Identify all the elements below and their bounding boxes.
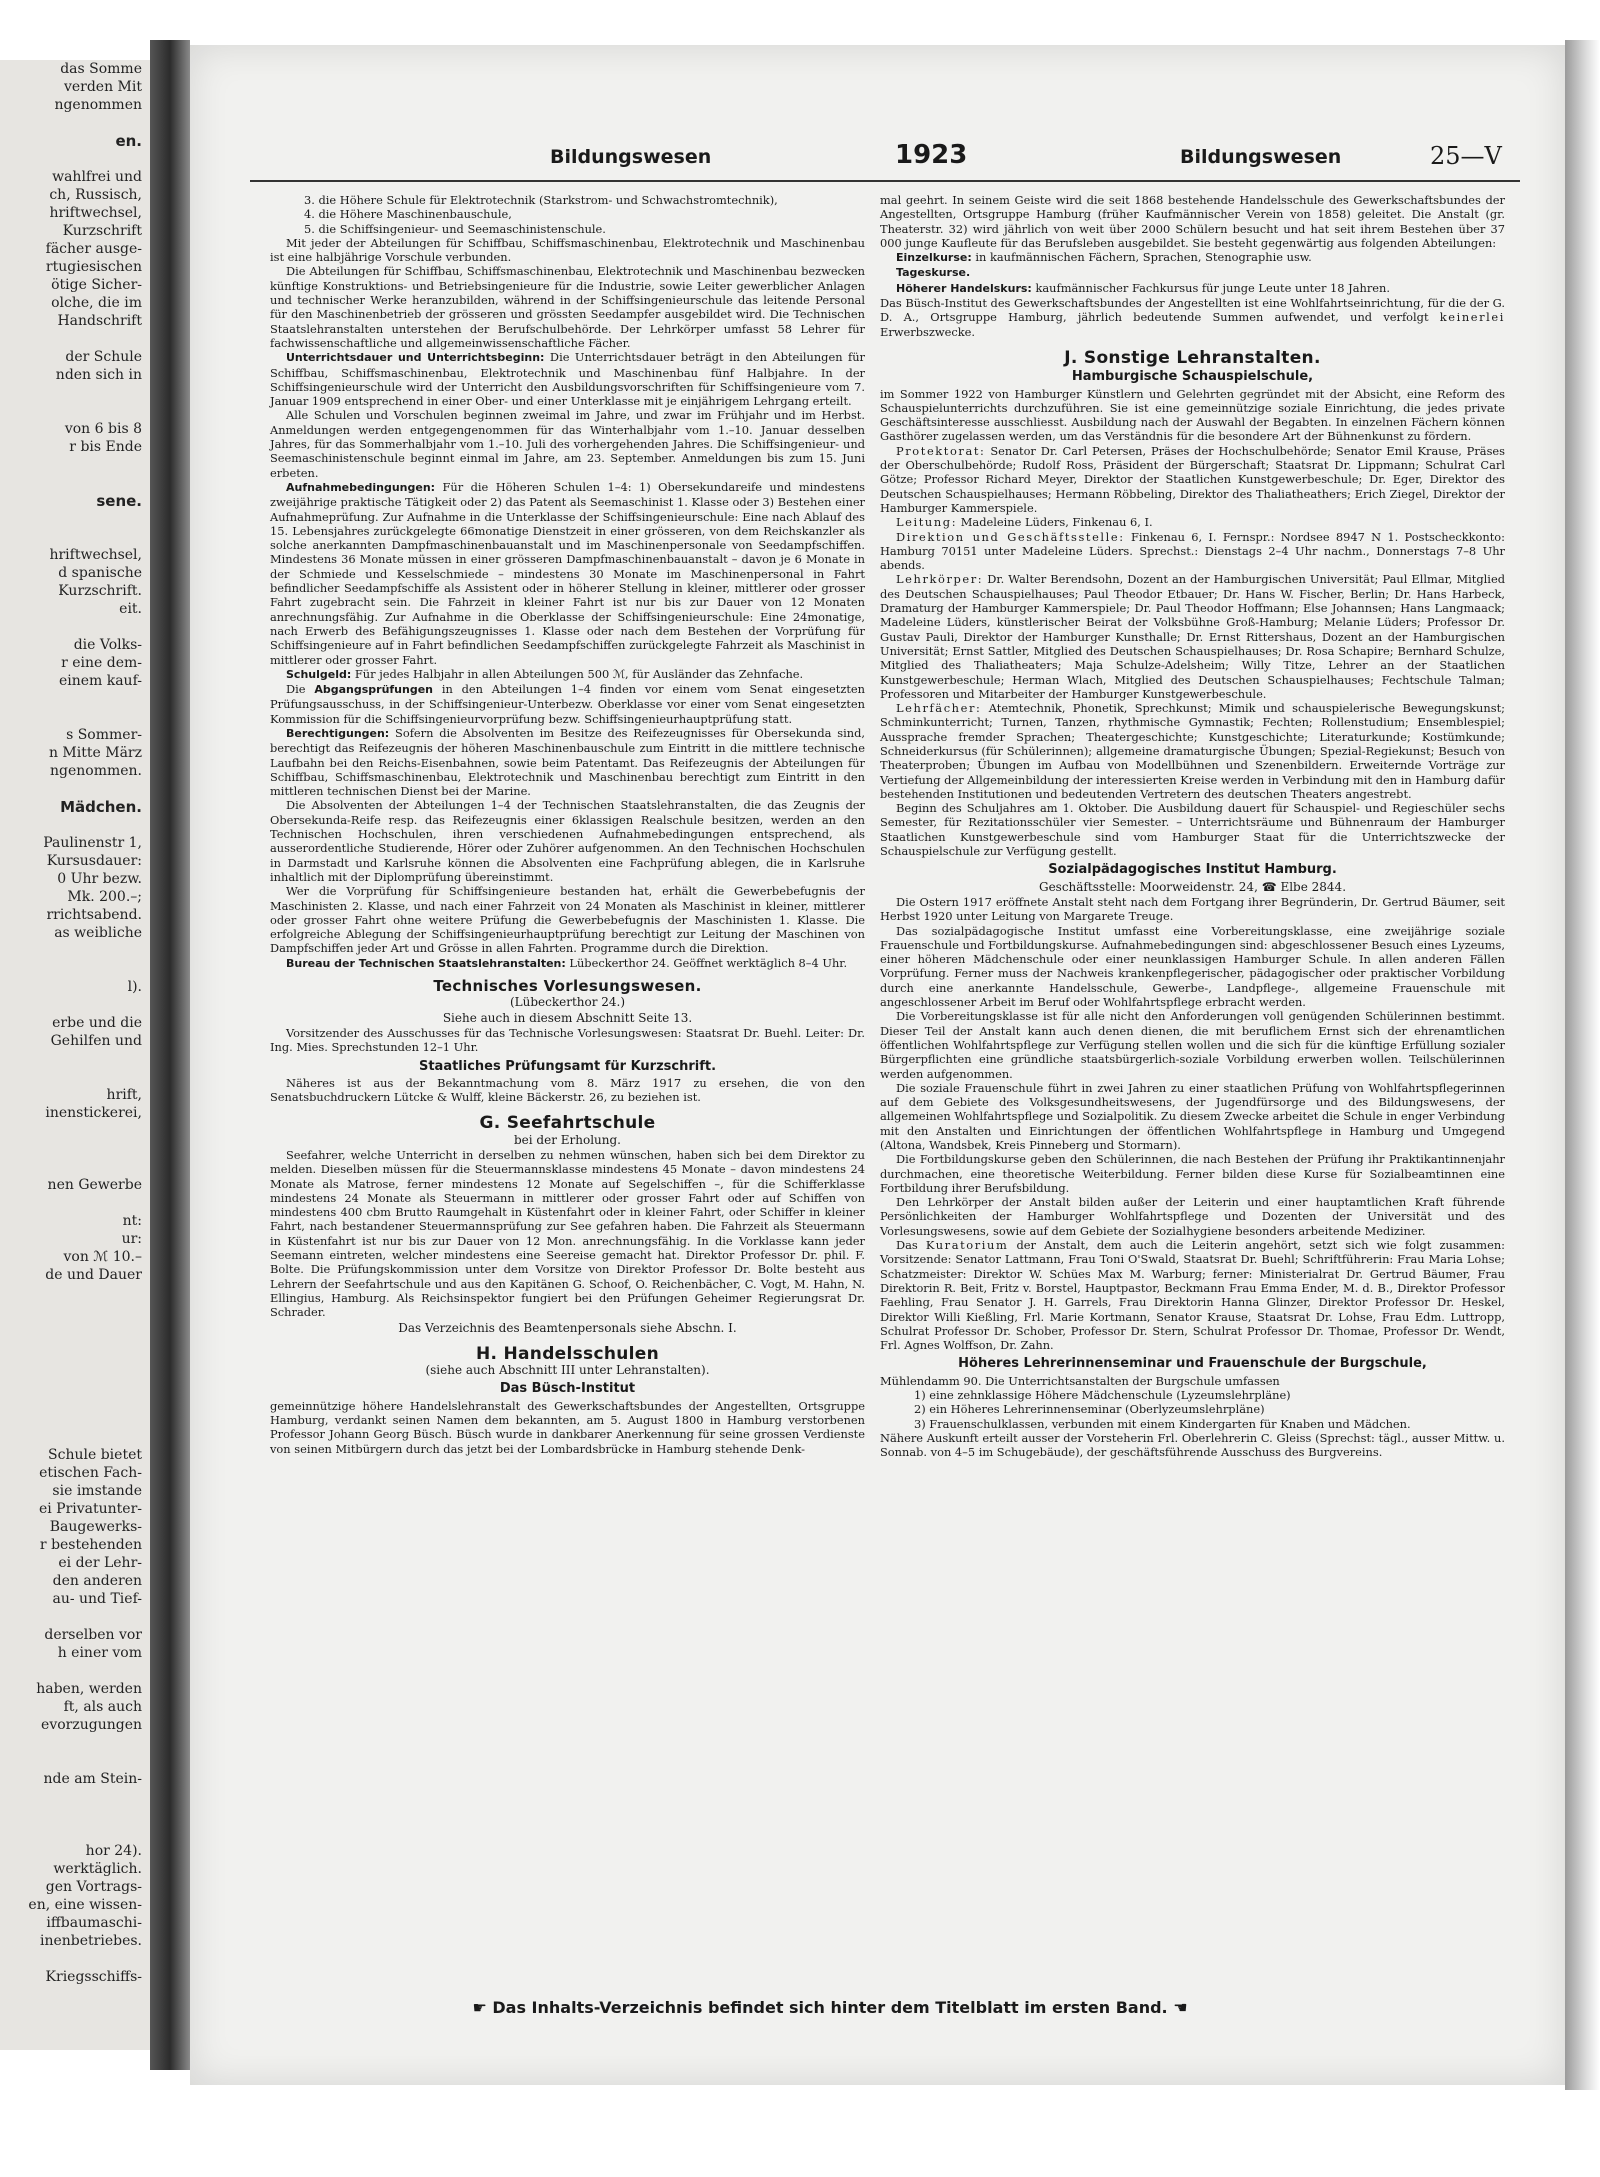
footer-note	[380, 1998, 1280, 2017]
margin-text-fragment: Kursusdauer:	[46, 853, 142, 869]
label: Direktion und Geschäftsstelle:	[896, 529, 1125, 544]
paragraph	[880, 530, 1505, 573]
margin-text-fragment	[0, 528, 150, 546]
footer-text: Das Inhalts-Verzeichnis befindet sich hinter dem Titelblatt im ersten Band.	[492, 1998, 1168, 2017]
list-item: 3) Frauenschulklassen, verbunden mit einem Kindergarten für Knaben und Mädchen.	[914, 1416, 1411, 1431]
margin-text-fragment: inenbetriebes.	[39, 1933, 142, 1949]
section-heading: Das Büsch-Institut	[499, 1381, 636, 1397]
margin-text-fragment	[0, 996, 150, 1014]
paragraph: Die soziale Frauenschule führt in zwei Jahren zu einer staatlichen Prüfung von Wohlfahrtspflegerinnen auf dem Gebiete des Volksgesundheitswesens, der Jugendfürsorge und des Bildungswesens, der allgemeinen Wohlfahrtspflege und Sozialpolitik. Zu diesem Zwecke arbeitet die Schule in enger Verbindung mit den Anstalten und Einrichtungen der öffentlichen Wohlfahrtspflege in Hamburg und Umgegend (Altona, Wandsbek, Kreis Pinneberg und Stormarn).	[880, 1080, 1505, 1152]
book-gutter	[150, 40, 190, 2070]
paragraph	[880, 265, 1505, 280]
paragraph: Mit jeder der Abteilungen für Schiffbau, Schiffsmaschinenbau, Elektrotechnik und Maschinenbau ist eine halbjährige Vorschule verbunden.	[270, 235, 865, 265]
margin-text-fragment: nden sich in	[55, 367, 142, 383]
cross-reference: Das Verzeichnis des Beamtenpersonals siehe Abschn. I.	[398, 1320, 737, 1335]
text: Senator Dr. Carl Petersen, Präses der Hochschulbehörde; Senator Emil Krause, Präses der Oberschulbehörde; Rudolf Ross, Präsident der Bürgerschaft; Staatsrat Dr. Lippmann; Schulrat Carl Götze; Professor Richard Meyer, Direktor der Staatlichen Kunstgewerbeschule; Dr. Eger, Direktor des Deutschen Schauspielhauses; Hermann Röbbeling, Direktor des Thaliatheathers; Erich Ziegel, Direktor der Hamburger Kammerspiele.	[880, 443, 1505, 515]
margin-text-fragment	[0, 474, 150, 492]
section-heading: J. Sonstige Lehranstalten.	[1064, 347, 1321, 368]
label: Protektorat:	[896, 443, 986, 458]
label: Höherer Handelskurs:	[896, 281, 1032, 295]
paragraph: Mühlendamm 90. Die Unterrichtsanstalten der Burgschule umfassen	[880, 1373, 1280, 1388]
margin-text-fragment: hriftwechsel,	[49, 205, 142, 221]
margin-text-fragment: d spanische	[58, 565, 142, 581]
margin-text-fragment: gen Vortrags-	[45, 1879, 142, 1895]
paragraph: Nähere Auskunft erteilt ausser der Vorsteherin Frl. Oberlehrerin C. Gleiss (Sprechst: tägl., ausser Mittw. u. Sonnab. von 4–5 im Schugebäude), der geschäftsführende Ausschuss des Burgvereins.	[880, 1430, 1505, 1460]
margin-text-fragment: ngenommen.	[49, 763, 142, 779]
margin-text-fragment	[0, 1752, 150, 1770]
margin-text-fragment	[0, 1608, 150, 1626]
section-heading: Hamburgische Schauspielschule,	[1071, 369, 1314, 385]
cross-reference: Siehe auch in diesem Abschnitt Seite 13.	[442, 1010, 693, 1025]
list-item: 4. die Höhere Maschinenbauschule,	[304, 207, 512, 222]
margin-text-fragment: Kurzschrift	[62, 223, 142, 239]
margin-text-fragment: derselben vor	[44, 1627, 142, 1643]
margin-text-fragment: Mk. 200.–;	[67, 889, 142, 905]
margin-text-fragment	[0, 330, 150, 348]
margin-text-fragment: iffbaumaschi-	[46, 1915, 142, 1931]
paragraph: Das sozialpädagogische Institut umfasst eine Vorbereitungsklasse, eine zweijährige soziale Frauenschule und Fortbildungskurse. Aufnahmebedingungen sind: abgeschlossener Besuch eines Lyzeums, einer höheren Mädchenschule oder einer neunklassigen Hamburger Schule. In allen anderen Fällen Vorprüfung. Ferner muss der Nachweis krankenpflegerischer, pädagogischer oder praktischer Vorbildung durch eine anerkannte Handelsschule, Gewerbe-, Landpflege-, allgemeine Frauenschule mit angeschlossener Arbeit im Beruf oder Wohlfahrtspflege erbracht werden.	[880, 923, 1505, 1010]
margin-text-fragment: ötige Sicher-	[51, 277, 142, 293]
list-item: 3. die Höhere Schule für Elektrotechnik (Starkstrom- und Schwachstromtechnik),	[304, 193, 778, 207]
margin-text-fragment	[0, 690, 150, 708]
page-edge	[1565, 40, 1600, 2090]
margin-text-fragment	[0, 1050, 150, 1068]
margin-text-fragment: Paulinenstr 1,	[43, 835, 142, 851]
margin-text-fragment: olche, die im	[51, 295, 142, 311]
margin-text-fragment: ft, als auch	[63, 1699, 142, 1715]
header-right-title: Bildungswesen	[1180, 146, 1342, 168]
label: Lehrkörper:	[896, 572, 984, 587]
text: Lübeckerthor 24. Geöffnet werktäglich 8–4 Uhr.	[565, 955, 848, 970]
margin-text-fragment	[0, 1374, 150, 1392]
margin-text-fragment	[0, 816, 150, 834]
margin-text-fragment: h einer vom	[57, 1645, 142, 1661]
paragraph	[880, 1238, 1505, 1352]
margin-text-fragment: au- und Tief-	[52, 1591, 142, 1607]
text: in kaufmännischen Fächern, Sprachen, Stenographie usw.	[971, 250, 1312, 265]
text: in den Abteilungen 1–4 finden vor einem vom Senat eingesetzten Prüfungsausschuss, in der Schiffsingenieur-Unterbezw. Oberklasse vor einer vom Senat eingesetzten Kommission für die Schiffsingenieurvorprüfung bezw. Schiffsingenieurhauptprüfung statt.	[270, 682, 865, 726]
paragraph: Die Absolventen der Abteilungen 1–4 der Technischen Staatslehranstalten, die das Zeugnis der Obersekunda-Reife resp. das Reifezeugnis einer 6klassigen Realschule besitzen, werden an den Technischen Hochschulen, ihren verschiedenen Aufnahmebedingungen entsprechend, als ausserordentliche Studierende, Hörer oder Zuhörer aufgenommen. An den Technischen Hochschulen in Darmstadt und Karlsruhe können die Absolventen eine Fachprüfung ablegen, die in Karlsruhe inhaltlich mit der Diplomprüfung übereinstimmt.	[270, 798, 865, 884]
margin-text-fragment: ei der Lehr-	[58, 1555, 142, 1571]
paragraph: gemeinnützige höhere Handelslehranstalt des Gewerkschaftsbundes der Angestellten, Ortsgruppe Hamburg, verdankt seinen Namen dem bekannten, am 5. August 1800 in Hamburg verstorbenen Professor Johann Georg Büsch. Büsch wurde in dankbarer Anerkennung für seine grossen Verdienste von seinen Mitbürgern durch das jetzt bei der Lombardsbrücke in Hamburg stehende Denk-	[270, 1398, 865, 1456]
margin-text-fragment	[0, 780, 150, 798]
paragraph	[880, 281, 1505, 296]
margin-text-fragment: eit.	[119, 601, 142, 617]
margin-text-fragment: werktäglich.	[53, 1861, 142, 1877]
margin-text-fragment	[0, 618, 150, 636]
text: Madeleine Lüders, Finkenau 6, I.	[957, 515, 1153, 530]
margin-text-fragment	[0, 510, 150, 528]
margin-text-fragment: fächer ausge-	[45, 241, 142, 257]
margin-text-fragment: wahlfrei und	[52, 169, 142, 185]
list-item: 2) ein Höheres Lehrerinnenseminar (Oberlyzeumslehrpläne)	[914, 1402, 1265, 1417]
margin-text-fragment: das Somme	[60, 61, 142, 77]
margin-text-fragment	[0, 1320, 150, 1338]
left-page-fragment	[0, 60, 150, 2050]
margin-text-fragment	[0, 1824, 150, 1842]
header-year: 1923	[895, 140, 968, 170]
margin-text-fragment: etischen Fach-	[39, 1465, 142, 1481]
label: Aufnahmebedingungen:	[286, 480, 436, 494]
margin-text-fragment: Kriegsschiffs-	[45, 1969, 142, 1985]
margin-text-fragment: der Schule	[65, 349, 142, 365]
paragraph	[270, 956, 865, 971]
section-heading: Staatliches Prüfungsamt für Kurzschrift.	[418, 1058, 717, 1074]
margin-text-fragment: rtugiesischen	[45, 259, 142, 275]
margin-text-fragment: die Volks-	[73, 637, 142, 653]
page-number: 25—V	[1430, 142, 1502, 170]
margin-text-fragment	[0, 1122, 150, 1140]
paragraph: Die Fortbildungskurse geben den Schülerinnen, die nach Bestehen der Prüfung ihr Praktikantinnenjahr durchmachen, eine theoretische Weiterbildung. Ferner bilden diese Kurse für Sozialbeamtinnen eine Fortbildung ihrer Berufsbildung.	[880, 1152, 1505, 1195]
section-heading: Sozialpädagogisches Institut Hamburg.	[1048, 862, 1337, 878]
margin-text-fragment: as weibliche	[54, 925, 142, 941]
margin-text-fragment	[0, 402, 150, 420]
paragraph: im Sommer 1922 von Hamburger Künstlern und Gelehrten gegründet mit der Absicht, eine Reform des Schauspielunterrichts durchzuführen. Sie ist eine gemeinnützige soziale Einrichtung, die jedes private Geschäftsinteresse ausschliesst. Ausbildung nach der Auswahl der Begabten. In einzelnen Fächern können Gasthörer zugelassen werden, um das Verständnis für die besondere Art der Bühnenkunst zu fördern.	[880, 386, 1505, 444]
margin-text-fragment	[0, 1284, 150, 1302]
margin-text-fragment: n Mitte März	[48, 745, 142, 761]
label: Schulgeld:	[286, 667, 352, 681]
margin-text-fragment: Kurzschrift.	[58, 583, 142, 599]
left-column	[270, 193, 865, 1456]
text: Dr. Walter Berendsohn, Dozent an der Hamburgischen Universität; Paul Ellmar, Mitglied des Deutschen Schauspielhauses; Paul Theodor Etbauer; Dr. Hans W. Fischer, Berlin; Dr. Hans Harbeck, Dramaturg der Hamburger Kammerspiele; Dr. Paul Theodor Hoffmann; Else Johannsen; Hans Langmaack; Madeleine Lüders, künstlerischer Beirat der Volksbühne Groß-Hamburg; Melanie Lüders; Professor Dr. Gustav Pauli, Direktor der Hamburger Kunsthalle; Dr. Ernst Rittershaus, Dozent an der Hamburgischen Universität; Ernst Sattler, Mitglied des Deutschen Schauspielhauses; Dr. Rosa Schapire; Bernhard Schulze, Mitglied des Thaliatheaters; Maja Schulze-Adelsheim; Willy Titze, Lehrer an der Staatlichen Kunstgewerbeschule; Herman Wlach, Mitglied des Deutschen Schauspielhauses; Fechtschule Talman; Professoren und Mitarbeiter der Hamburger Kunstgewerbeschule.	[880, 572, 1505, 701]
margin-text-fragment	[0, 150, 150, 168]
page-header	[250, 140, 1520, 182]
paragraph	[270, 726, 865, 798]
margin-text-fragment	[0, 1392, 150, 1410]
text: Atemtechnik, Phonetik, Sprechkunst; Mimik und schauspielerische Bewegungskunst; Schminkunterricht; Turnen, Tanzen, rhythmische Gymnastik; Fechten; Rollenstudium; Ensemblespiel; Aussprache fremder Sprachen; Theatergeschichte; Kunstgeschichte; Literaturkunde; Kostümkunde; Schneiderkursus (für Schülerinnen); allgemeine dramaturgische Übungen; Spezial-Regiekunst; Besuch von Theaterproben; Übungen im Aufbau von Modellbühnen und Szenenbildern. Erweiternde Vorträge zur Vertiefung der Allgemeinbildung der interessierten Kreise werden in Verbindung mit den in Hamburg dafür bestehenden Institutionen und bedeutenden Vertretern des deutschen Theaters angestrebt.	[880, 701, 1505, 801]
header-left-title: Bildungswesen	[550, 146, 712, 168]
paragraph	[270, 480, 865, 667]
paragraph	[880, 296, 1505, 339]
margin-text-fragment	[0, 1788, 150, 1806]
margin-text-fragment: hrift,	[106, 1087, 142, 1103]
margin-text-fragment	[0, 1302, 150, 1320]
address-line: Geschäftsstelle: Moorweidenstr. 24, ☎ Elbe 2844.	[1038, 879, 1347, 894]
margin-text-fragment: Mädchen.	[60, 798, 142, 816]
text: Das	[896, 1238, 926, 1253]
margin-text-fragment: nt:	[122, 1213, 142, 1229]
margin-text-fragment	[0, 1356, 150, 1374]
section-heading: Technisches Vorlesungswesen.	[433, 977, 702, 996]
margin-text-fragment	[0, 1338, 150, 1356]
paragraph: Vorsitzender des Ausschusses für das Technische Vorlesungswesen: Staatsrat Dr. Buehl. Leiter: Dr. Ing. Mies. Sprechstunden 12–1 Uhr.	[270, 1025, 865, 1055]
margin-text-fragment: 0 Uhr bezw.	[57, 871, 142, 887]
margin-text-fragment: ur:	[121, 1231, 142, 1247]
paragraph: Beginn des Schuljahres am 1. Oktober. Die Ausbildung dauert für Schauspiel- und Regieschüler sechs Semester, für Rezitationsschüler vier Semester. – Unterrichtsräume und Bühnenraum der Hamburger Staatlichen Kunstgewerbeschule sind vom Hamburger Staat für die Unterrichtszwecke der Schauspielschule zur Verfügung gestellt.	[880, 801, 1505, 859]
main-page	[190, 45, 1565, 2085]
section-heading: G. Seefahrtschule	[479, 1113, 656, 1134]
label: Abgangsprüfungen	[314, 683, 434, 697]
margin-text-fragment	[0, 960, 150, 978]
paragraph	[880, 250, 1505, 265]
margin-text-fragment: Handschrift	[57, 313, 142, 329]
margin-text-fragment: verden Mit	[63, 79, 142, 95]
text: Erwerbszwecke.	[880, 324, 975, 339]
margin-text-fragment	[0, 1410, 150, 1428]
margin-text-fragment: ei Privatunter-	[38, 1501, 142, 1517]
margin-text-fragment: sie imstande	[52, 1483, 142, 1499]
text: der Anstalt, dem auch die Leiterin angehört, setzt sich wie folgt zusammen: Vorsitzende: Senator Lattmann, Frau Toni O'Swald, Staatsrat Dr. Buehl; Schriftführerin: Frau Maria Lohse; Schatzmeister: Direktor W. Schües Max M. Warburg; ferner: Ministerialrat Dr. Gertrud Bäumer, Frau Direktorin R. Beit, Fritz v. Borstel, Hauptpastor, Beckmann Frau Emma Ender, M. d. B., Direktor Professor Faehling, Frau Senator J. H. Garrels, Frau Direktorin Hanna Glinzer, Direktor Professor Dr. Heskel, Direktor Willi Kießling, Frl. Marie Kortmann, Senator Krause, Staatsrat Dr. Lohse, Frau Edm. Luttropp, Schulrat Professor Dr. Schober, Professor Dr. Stern, Schulrat Professor Dr. Thomae, Professor Dr. Wendt, Frl. Agnes Wolffson, Dr. Zahn.	[880, 1238, 1505, 1353]
margin-text-fragment: Gehilfen und	[50, 1033, 142, 1049]
margin-text-fragment	[0, 708, 150, 726]
emphasis: keinerlei	[1439, 310, 1505, 325]
margin-text-fragment	[0, 1158, 150, 1176]
paragraph: Alle Schulen und Vorschulen beginnen zweimal im Jahre, und zwar im Frühjahr und im Herbst. Anmeldungen werden entgegengenommen für das Winterhalbjahr vom 1.–10. Januar desselben Jahres, für das Sommerhalbjahr vom 1.–10. Juli des vorhergehenden Jahres. Die Schiffsingenieur- und Seemaschinistenschule beginnt einmal im Jahre, am 23. September. Anmeldungen bis zum 15. Juni erbeten.	[270, 408, 865, 480]
margin-text-fragment: von 6 bis 8	[64, 421, 142, 437]
margin-text-fragment: einem kauf-	[58, 673, 142, 689]
margin-text-fragment: r eine dem-	[61, 655, 142, 671]
text: Die	[286, 682, 315, 697]
section-heading: H. Handelsschulen	[475, 1343, 659, 1364]
margin-text-fragment: evorzugungen	[41, 1717, 142, 1733]
paragraph	[270, 682, 865, 726]
margin-text-fragment: ch, Russisch,	[49, 187, 142, 203]
margin-text-fragment	[0, 1428, 150, 1446]
margin-text-fragment: en.	[115, 132, 142, 150]
list-item: 5. die Schiffsingenieur- und Seemaschinistenschule.	[304, 221, 606, 236]
margin-text-fragment	[0, 942, 150, 960]
paragraph: Wer die Vorprüfung für Schiffsingenieure bestanden hat, erhält die Gewerbebefugnis der Maschinisten 2. Klasse, und nach einer Fahrzeit von 24 Monaten als Maschinist in kleiner, mittlerer oder grosser Fahrt ohne weitere Prüfung die Gewerbebefugnis der Maschinisten 1. Klasse. Die erfolgreiche Ablegung der Schiffsingenieurhauptprüfung berechtigt zur Leitung der Maschinen von Dampfschiffen jeder Art und Grösse in allen Fahrten. Programme durch die Direktion.	[270, 884, 865, 956]
margin-text-fragment: hor 24).	[85, 1843, 142, 1859]
margin-text-fragment	[0, 114, 150, 132]
margin-text-fragment: von ℳ 10.–	[63, 1249, 142, 1265]
label: Leitung:	[896, 515, 958, 530]
text: Für jedes Halbjahr in allen Abteilungen 500 ℳ, für Ausländer das Zehnfache.	[351, 666, 804, 681]
section-heading: Höheres Lehrerinnenseminar und Frauenschule der Burgschule,	[958, 1356, 1427, 1372]
paragraph	[270, 350, 865, 408]
section-subheading: (Lübeckerthor 24.)	[509, 995, 626, 1010]
margin-text-fragment: r bestehenden	[39, 1537, 142, 1553]
margin-text-fragment	[0, 384, 150, 402]
label: Berechtigungen:	[286, 726, 390, 740]
margin-text-fragment	[0, 1068, 150, 1086]
paragraph: Die Vorbereitungsklasse ist für alle nicht den Anforderungen voll genügenden Schülerinnen bestimmt. Dieser Teil der Anstalt kann auch denen dienen, die mit beruflichem Ernst sich der ehrenamtlichen öffentlichen Wohlfahrtspflege zur Verfügung stellen wollen und die sich für die künftige Erfüllung sozialer Bürgerpflichten eine gründliche staatsbürgerlich-soziale Vorbildung erwerben wollen. Teilschülerinnen werden aufgenommen.	[880, 1009, 1505, 1081]
margin-text-fragment: nde am Stein-	[43, 1771, 142, 1787]
label: Bureau der Technischen Staatslehranstalten:	[286, 956, 566, 970]
label: Unterrichtsdauer und Unterrichtsbeginn:	[286, 351, 545, 365]
paragraph: Seefahrer, welche Unterricht in derselben zu nehmen wünschen, haben sich bei dem Direktor zu melden. Dieselben müssen für die Steuermannsklasse mindestens 45 Monate – davon mindestens 24 Monate als Matrose, ferner mindestens 12 Monate auf Segelschiffen –, für die Schifferklasse mindestens 24 Monate als Steuermann in mittlerer oder grosser Fahrt oder auf Schiffen von mindestens 400 cbm Brutto Raumgehalt in Küstenfahrt oder in kleiner Fahrt, oder Schiffer in kleiner Fahrt, nach bestandener Steuermannsprüfung zur See gefahren haben. Die Fahrzeit als Steuermann in Küstenfahrt ist nur bis zur Dauer von 12 Mon. anrechnungsfähig. In die Vorklasse kann jeder Seemann eintreten, welcher mindestens eine Seereise gemacht hat. Direktor Professor Dr. phil. F. Bolte. Die Prüfungskommission unter dem Vorsitze von Direktor Professor Dr. Bolte besteht aus Lehrern der Seefahrtschule und aus den Kapitänen G. Schoof, O. Reichenbächer, C. Vogt, M. Hahn, N. Ellingius, Hamburg. Als Reichsinspektor fungiert bei den Prüfungen Geheimer Regierungsrat Dr. Schrader.	[270, 1148, 865, 1320]
margin-text-fragment: rrichtsabend.	[46, 907, 142, 923]
margin-text-fragment: erbe und die	[52, 1015, 142, 1031]
list-item: 1) eine zehnklassige Höhere Mädchenschule (Lyzeumslehrpläne)	[914, 1388, 1291, 1403]
margin-text-fragment: inenstickerei,	[45, 1105, 142, 1121]
margin-text-fragment: nen Gewerbe	[47, 1177, 142, 1193]
paragraph	[880, 515, 1505, 529]
label: Tageskurse.	[896, 266, 971, 280]
paragraph: mal geehrt. In seinem Geiste wird die seit 1868 bestehende Handelsschule des Gewerkschaftsbundes der Angestellten, Ortsgruppe Hamburg (früher Kaufmännischer Verein von 1858) geleitet. Die Anstalt (gr. Theaterstr. 32) wird jährlich von weit über 2000 Schülern besucht und hat seit ihrem Bestehen über 37 000 junge Kaufleute für das Berufsleben ausgebildet. Sie besteht gegenwärtig aus folgenden Abteilungen:	[880, 193, 1505, 250]
margin-text-fragment: s Sommer-	[66, 727, 142, 743]
section-subheading: bei der Erholung.	[513, 1132, 621, 1147]
margin-text-fragment	[0, 1734, 150, 1752]
paragraph: Die Ostern 1917 eröffnete Anstalt steht nach dem Fortgang ihrer Begründerin, Dr. Gertrud Bäumer, seit Herbst 1920 unter Leitung von Margarete Treuge.	[880, 894, 1505, 924]
text: kaufmännischer Fachkursus für junge Leute unter 18 Jahren.	[1031, 280, 1390, 295]
label: Lehrfächer:	[896, 701, 982, 716]
margin-text-fragment: de und Dauer	[45, 1267, 142, 1283]
margin-text-fragment: sene.	[96, 492, 142, 510]
label: Kuratorium	[925, 1238, 1009, 1253]
paragraph	[880, 701, 1505, 801]
margin-text-fragment: den anderen	[52, 1573, 142, 1589]
margin-text-fragment	[0, 1194, 150, 1212]
label: Einzelkurse:	[896, 251, 972, 265]
section-subheading: (siehe auch Abschnitt III unter Lehranstalten).	[425, 1363, 710, 1378]
margin-text-fragment: ngenommen	[54, 97, 142, 113]
margin-text-fragment: Schule bietet	[48, 1447, 142, 1463]
pointing-hand-left-icon: ☚	[1173, 1998, 1188, 2017]
paragraph	[880, 572, 1505, 701]
paragraph: Den Lehrkörper der Anstalt bilden außer der Leiterin und einer hauptamtlichen Kraft führende Persönlichkeiten der Hamburger Wohlfahrtspflege und Dozenten der Universität und des Vorlesungswesens, sowie auf dem Gebiete der Sozialhygiene besonders arbeitende Mediziner.	[880, 1195, 1505, 1238]
text: Das Büsch-Institut des Gewerkschaftsbundes der Angestellten ist eine Wohlfahrtseinrichtung, für die der G. D. A., Ortsgruppe Hamburg, jährlich bedeutende Summen aufwendet, und verfolgt	[880, 296, 1505, 325]
paragraph: Näheres ist aus der Bekanntmachung vom 8. März 1917 zu ersehen, die von den Senatsbuchdruckern Lütcke & Wulff, kleine Bäckerstr. 26, zu beziehen ist.	[270, 1075, 865, 1105]
text: Finkenau 6, I. Fernspr.: Nordsee 8947 N 1. Postscheckkonto: Hamburg 70151 unter Madeleine Lüders. Sprechst.: Dienstags 2–4 Uhr nachm., Donnerstags 7–8 Uhr abends.	[880, 529, 1505, 573]
margin-text-fragment: hriftwechsel,	[49, 547, 142, 563]
paragraph	[880, 444, 1505, 515]
margin-text-fragment	[0, 1140, 150, 1158]
text: Sofern die Absolventen im Besitze des Reifezeugnisses für Obersekunda sind, berechtigt das Reifezeugnis der höheren Maschinenbauschule zum Eintritt in die mittlere technische Laufbahn bei den Reichs-Eisenbahnen, sowie beim Patentamt. Das Reifezeugnis der Abteilungen für Schiffbau, Schiffsmaschinenbau, Elektrotechnik und Maschinenbau berechtigt zum Eintritt in den mittleren technischen Dienst bei der Marine.	[270, 725, 865, 799]
margin-text-fragment	[0, 1662, 150, 1680]
margin-text-fragment	[0, 1950, 150, 1968]
margin-text-fragment: haben, werden	[36, 1681, 142, 1697]
margin-text-fragment: r bis Ende	[69, 439, 142, 455]
margin-text-fragment	[0, 456, 150, 474]
text: Die Unterrichtsdauer beträgt in den Abteilungen für Schiffbau, Schiffsmaschinenbau, Elektrotechnik und Maschinenbau fünf Halbjahre. In der Schiffsingenieurschule wird der Unterricht den Ausbildungsvorschriften für Schiffsingenieure vom 7. Januar 1909 entsprechend in einer Ober- und einer Unterklasse mit je einjährigem Lehrgang erteilt.	[270, 350, 865, 409]
margin-text-fragment: en, eine wissen-	[28, 1897, 142, 1913]
paragraph: Die Abteilungen für Schiffbau, Schiffsmaschinenbau, Elektrotechnik und Maschinenbau bezwecken künftige Konstruktions- und Betriebsingenieure für die Industrie, sowie Leiter gewerblicher Anlagen und technischer Werke heranzubilden, während in der Schiffsingenieurschule das leitende Personal für den Maschinenbetrieb der grösseren und grössten Seedampfer ausgebildet wird. Die Technischen Staatslehranstalten unterstehen der Berufschulbehörde. Der Lehrkörper umfasst 58 Lehrer für fachwissenschaftliche und allgemeinwissenschaftliche Fächer.	[270, 264, 865, 350]
pointing-hand-right-icon: ☛	[472, 1998, 487, 2017]
margin-text-fragment: Baugewerks-	[49, 1519, 142, 1535]
right-column	[880, 193, 1505, 1460]
margin-text-fragment: l).	[127, 979, 142, 995]
margin-text-fragment	[0, 1806, 150, 1824]
text: Für die Höheren Schulen 1–4: 1) Obersekundareife und mindestens zweijährige praktische Tätigkeit oder 2) das Patent als Seemaschinist 1. Klasse oder 3) Bestehen einer Aufnahmeprüfung. Zur Aufnahme in die Unterklasse der Schiffsingenieurschule: Eine nach Ablauf des 15. Lebensjahres zurückgelegte 66monatige Dienstzeit in einer grösseren, von dem Reichskanzler als solche anerkannten Dampfmaschinenbauanstalt und im Maschinenpersonale von Seedampfschiffen. Mindestens 36 Monate müssen in einer grösseren Dampfmaschinenbauanstalt – davon je 6 Monate in der Schmiede und Kesselschmiede – mindestens 30 Monate im Maschinenpersonal in Fahrt befindlicher Seedampfschiffe als Assistent oder in höherer Stellung in kleiner, mittlerer oder grosser Fahrt zugebracht sein. Die Fahrzeit in kleiner Fahrt ist nur bis zur Dauer von 12 Monaten anrechnungsfähig. Zur Aufnahme in die Oberklasse der Schiffsingenieurschule: Eine 24monatige, nach Erwerb des Befähigungszeugnisses 1. Klasse oder nach dem Bestehen der Vorprüfung für Schiffsingenieure auf in Fahrt befindlichen Seedampfschiffen zurückgelegte Fahrzeit als Maschinist in mittlerer oder grosser Fahrt.	[270, 479, 865, 667]
paragraph	[270, 667, 865, 682]
